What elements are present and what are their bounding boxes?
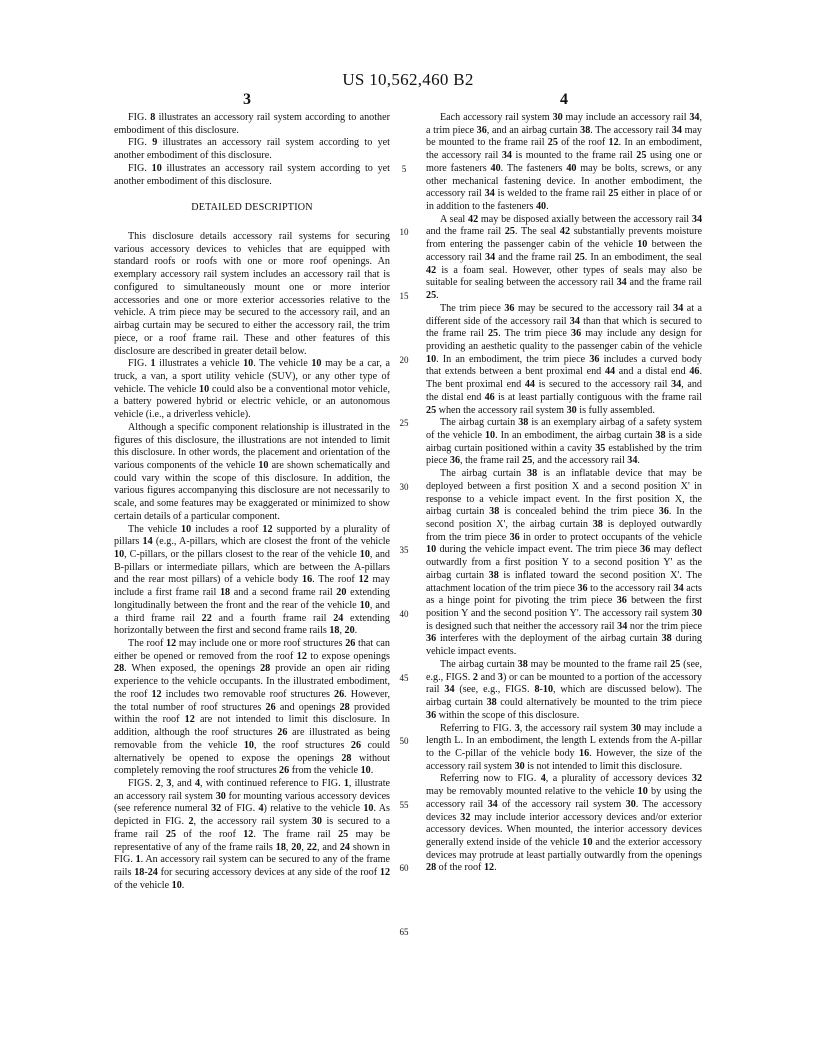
line-number: 15 — [399, 291, 409, 302]
line-number: 35 — [399, 545, 409, 556]
paragraph: The airbag curtain 38 may be mounted to the frame rail 25 (see, e.g., FIGS. 2 and 3) or can be mounted to a portion of the accessory rail 34 (see, e.g., FIGS. 8-10, which are discussed below). The airbag curtain 38 could alternatively be mounted to the trim piece 36 within the scope of this disclosure. — [426, 658, 702, 721]
right-column-number: 4 — [560, 91, 568, 108]
right-text-column — [426, 112, 702, 875]
paragraph: FIG. 10 illustrates an accessory rail system according to yet another embodiment of this disclosure. — [114, 162, 390, 187]
line-number: 65 — [399, 927, 409, 938]
line-number: 5 — [401, 163, 407, 174]
paragraph: The vehicle 10 includes a roof 12 supported by a plurality of pillars 14 (e.g., A-pillars, which are closest the front of the vehicle 10, C-pillars, or the pillars closest to the rear of the vehicle 10, and B-pillars or intermediate pillars, which are between the A-pillars and the rear most pillars) of a vehicle body 16. The roof 12 may include a first frame rail 18 and a second frame rail 20 extending longitudinally between the front and the rear of the vehicle 10, and a third frame rail 22 and a fourth frame rail 24 extending horizontally between the first and second frame rails 18, 20. — [114, 523, 391, 637]
left-text-column — [114, 112, 390, 892]
paragraph: FIGS. 2, 3, and 4, with continued reference to FIG. 1, illustrate an accessory rail system 30 for mounting various accessory devices (see reference numeral 32 of FIG. 4) relative to the vehicle 10. As depicted in FIG. 2, the accessory rail system 30 is secured to a frame rail 25 of the roof 12. The frame rail 25 may be representative of any of the frame rails 18, 20, 22, and 24 shown in FIG. 1. An accessory rail system can be secured to any of the frame rails 18-24 for securing accessory devices at any side of the roof 12 of the vehicle 10. — [114, 777, 391, 891]
line-number: 55 — [399, 799, 409, 810]
paragraph: Referring to FIG. 3, the accessory rail system 30 may include a length L. In an embodiment, the length L extends from the A-pillar to the C-pillar of the vehicle body 16. However, the size of the accessory rail system 30 is not intended to limit this disclosure. — [426, 722, 702, 772]
section-heading: DETAILED DESCRIPTION — [191, 202, 313, 214]
left-column-number: 3 — [243, 91, 251, 108]
paragraph: The trim piece 36 may be secured to the accessory rail 34 at a different side of the accessory rail 34 than that which is secured to the frame rail 25. The trim piece 36 may include any design for providing an aesthetic quality to the passenger cabin of the vehicle 10. In an embodiment, the trim piece 36 includes a curved body that extends between a bent proximal end 44 and a distal end 46. The bent proximal end 44 is secured to the accessory rail 34, and the distal end 46 is at least partially contiguous with the frame rail 25 when the accessory rail system 30 is fully assembled. — [426, 302, 703, 416]
line-number: 50 — [399, 736, 409, 747]
paragraph: FIG. 8 illustrates an accessory rail system according to another embodiment of this disclosure. — [114, 112, 390, 136]
paragraph: Each accessory rail system 30 may include an accessory rail 34, a trim piece 36, and an airbag curtain 38. The accessory rail 34 may be mounted to the frame rail 25 of the roof 12. In an embodiment, the accessory rail 34 is mounted to the frame rail 25 using one or more fasteners 40. The fasteners 40 may be bolts, screws, or any other mechanical fastening device. In another embodiment, the accessory rail 34 is welded to the frame rail 25 either in place of or in addition to the fasteners 40. — [426, 112, 703, 213]
paragraph: Although a specific component relationship is illustrated in the figures of this disclosure, the illustrations are not intended to limit this disclosure. In other words, the placement and orientation of the various components of the vehicle 10 are shown schematically and could vary within the scope of this disclosure. In addition, the various figures accompanying this disclosure are not necessarily to scale, and some features may be exaggerated or minimized to show certain details of a particular component. — [114, 421, 390, 522]
line-number: 10 — [399, 227, 409, 238]
line-number: 60 — [399, 863, 409, 874]
paragraph: The roof 12 may include one or more roof structures 26 that can either be opened or removed from the roof 12 to expose openings 28. When exposed, the openings 28 provide an open air riding experience to the vehicle occupants. In the illustrated embodiment, the roof 12 includes two removable roof structures 26. However, the total number of roof structures 26 and openings 28 provided within the roof 12 are not intended to limit this disclosure. In addition, although the roof structures 26 are illustrated as being removable from the vehicle 10, the roof structures 26 could alternatively be opened to expose the openings 28 without completely removing the roof structures 26 from the vehicle 10. — [114, 638, 391, 777]
line-number: 40 — [399, 609, 409, 620]
paragraph: A seal 42 may be disposed axially between the accessory rail 34 and the frame rail 25. The seal 42 substantially prevents moisture from entering the passenger cabin of the vehicle 10 between the accessory rail 34 and the frame rail 25. In an embodiment, the seal 42 is a foam seal. However, other types of seals may also be suitable for sealing between the accessory rail 34 and the frame rail 25. — [426, 213, 702, 302]
line-number: 20 — [399, 354, 409, 365]
paragraph: FIG. 9 illustrates an accessory rail system according to yet another embodiment of this disclosure. — [114, 137, 390, 162]
paragraph: The airbag curtain 38 is an inflatable device that may be deployed between a first position X and a second position X' in response to a vehicle impact event. In the first position X, the airbag curtain 38 is concealed behind the trim piece 36. In the second position X', the airbag curtain 38 is deployed outwardly from the trim piece 36 in order to protect occupants of the vehicle 10 during the vehicle impact event. The trim piece 36 may deflect outwardly from a first position Y to a second position Y' as the airbag curtain 38 is inflated toward the second position X'. The attachment location of the trim piece 36 to the accessory rail 34 acts as a hinge point for pivoting the trim piece 36 between the first position Y and the second position Y'. The accessory rail system 30 is designed such that neither the accessory rail 34 nor the trim piece 36 interferes with the deployment of the airbag curtain 38 during vehicle impact events. — [426, 468, 702, 658]
paragraph: Referring now to FIG. 4, a plurality of accessory devices 32 may be removably mounted relative to the vehicle 10 by using the accessory rail 34 of the accessory rail system 30. The accessory devices 32 may include interior accessory devices and/or exterior accessory devices. When mounted, the interior accessory devices generally extend inside of the vehicle 10 and the exterior accessory devices may protrude at least partially outwardly from the openings 28 of the roof 12. — [426, 773, 703, 874]
paragraph: The airbag curtain 38 is an exemplary airbag of a safety system of the vehicle 10. In an embodiment, the airbag curtain 38 is a side airbag curtain positioned within a cavity 35 established by the trim piece 36, the frame rail 25, and the accessory rail 34. — [426, 417, 702, 467]
line-number: 25 — [399, 418, 409, 429]
patent-number: US 10,562,460 B2 — [342, 70, 474, 89]
line-number: 30 — [399, 481, 409, 492]
paragraph: FIG. 1 illustrates a vehicle 10. The vehicle 10 may be a car, a truck, a van, a sport utility vehicle (SUV), or any other type of vehicle. The vehicle 10 could also be a conventional motor vehicle, a battery powered hybrid or electric vehicle, or an autonomous vehicle (i.e., a driverless vehicle). — [114, 358, 390, 421]
line-number: 45 — [399, 672, 409, 683]
paragraph: This disclosure details accessory rail systems for securing various accessory devices to vehicles that are equipped with standard roofs or roofs with one or more roof openings. An exemplary accessory rail system includes an accessory rail that is configured to simultaneously mount one or more interior accessories and one or more exterior accessories relative to the vehicle. A trim piece may be secured to the accessory rail, and an airbag curtain may be secured to either the accessory rail, the trim piece, or a roof frame rail. These and other features of this disclosure are described in greater detail below. — [114, 231, 390, 357]
